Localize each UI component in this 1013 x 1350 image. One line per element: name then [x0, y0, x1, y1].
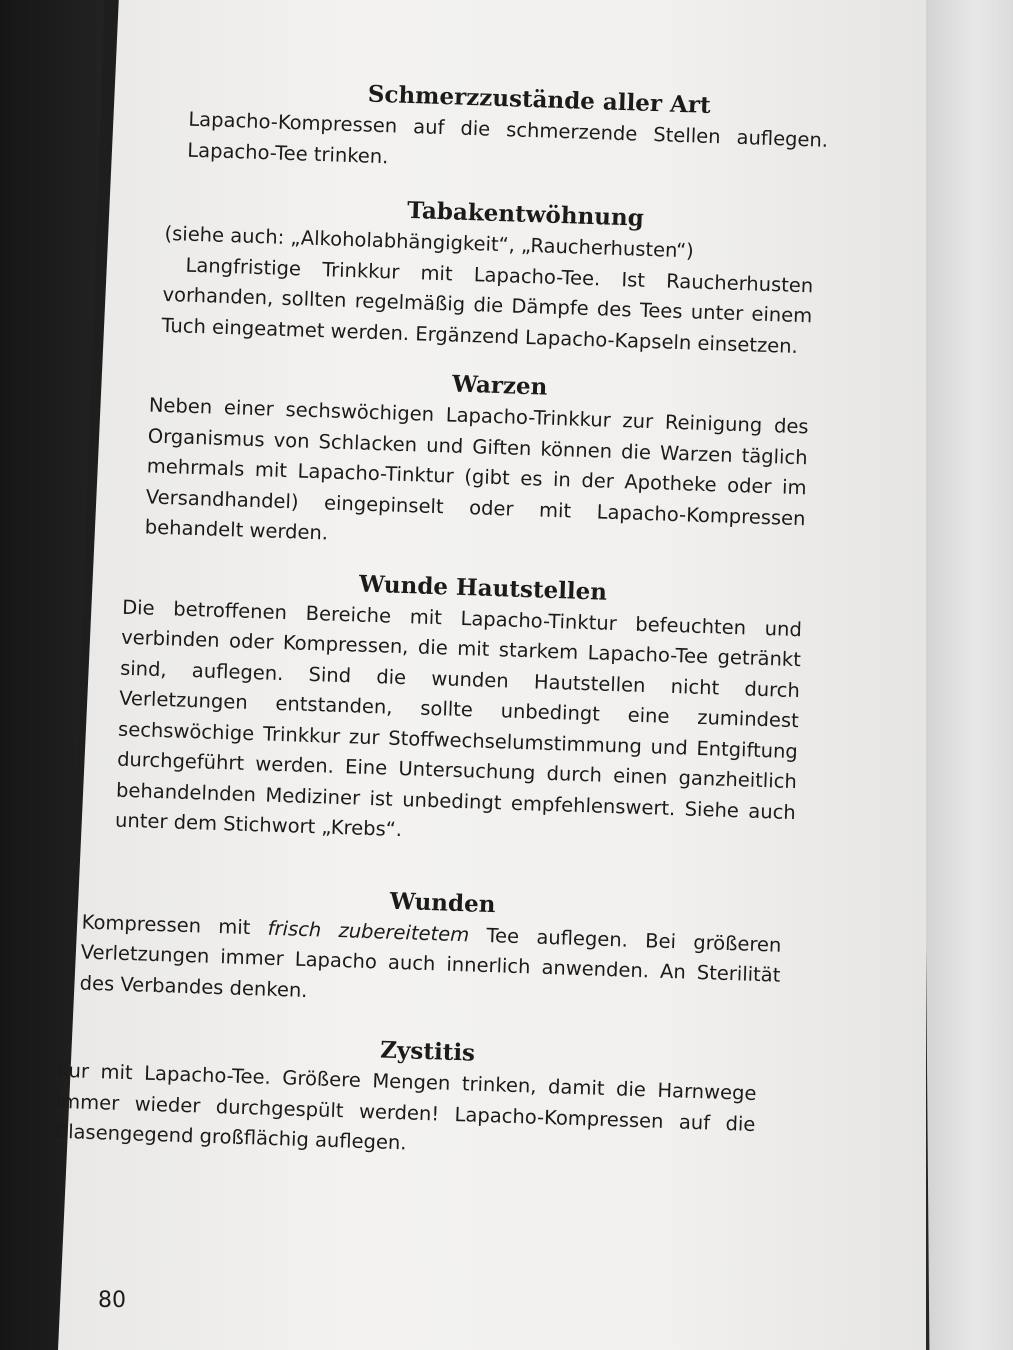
emphasized-text: frisch zubereitetem — [267, 916, 470, 946]
entry-cross-reference: (siehe auch: „Alkoholabhängigkeit“, „Raucherhusten“) — [164, 221, 695, 263]
entry-text: Neben einer sechswöchigen Lapacho-Trinkkur zur Reinigung des Organismus von Schlacken und Giften können die Warzen täglich mehrmals mit Lapacho-Tinktur (gibt es in der Apotheke oder im Versandhandel) eingepinselt oder mit Lapacho-Kompressen behandelt werden. — [144, 393, 809, 545]
entry-zystitis — [54, 1024, 798, 1171]
entry-text: Kur mit Lapacho-Tee. Größere Mengen trinken, damit die Harnwege immer wieder durchgespült werden! Lapacho-Kompressen auf die Blasengegend großflächig auflegen. — [54, 1058, 757, 1155]
entry-heading: Schmerzzustände aller Art — [367, 80, 712, 119]
entry-text: Lapacho-Kompressen auf die schmerzende Stellen auflegen. Lapacho-Tee trinken. — [187, 107, 829, 168]
entry-heading: Zystitis — [379, 1036, 476, 1067]
entry-heading: Wunden — [389, 887, 496, 918]
entry-text: Langfristige Trinkkur mit Lapacho-Tee. Ist Raucherhusten vorhanden, sollten regelmäßig die Dämpfe des Tees unter einem Tuch eingeatmet werden. Ergänzend Lapacho-Kapseln einsetzen. — [161, 253, 814, 358]
entry-heading: Wunde Hautstellen — [358, 570, 608, 606]
entry-heading: Tabakentwöhnung — [406, 196, 645, 232]
entry-wunden — [79, 875, 803, 1022]
entry-warzen — [94, 357, 820, 565]
page-number: 80 — [98, 1288, 126, 1313]
text-before-emphasis: Kompressen mit — [81, 910, 269, 940]
entry-tabakentwoehnung — [101, 185, 826, 363]
entry-heading: Warzen — [451, 370, 548, 401]
page-content — [54, 70, 829, 1172]
entry-text: Die betroffenen Bereiche mit Lapacho-Tinktur befeuchten und verbinden oder Kompressen, die mit starkem Lapacho-Tee getränkt sind, auflegen. Sind die wunden Hautstellen nicht durch Verletzungen entstanden, sollte unbedingt eine zumindest sechswöchige Trinkkur zur Stoffwechselumstimmung und Entgiftung durchgeführt werden. Eine Untersuchung durch einen ganzheitlich behandelnden Mediziner ist unbedingt empfehlenswert. Siehe auch unter dem Stichwort „Krebs“. — [114, 595, 803, 842]
next-page-edge — [918, 0, 1013, 1350]
entry-wunde-hautstellen — [85, 559, 814, 859]
text-after-emphasis: Tee auflegen. Bei größeren Verletzungen immer Lapacho auch innerlich anwenden. An Sterilität des Verbandes denken. — [79, 922, 782, 1002]
